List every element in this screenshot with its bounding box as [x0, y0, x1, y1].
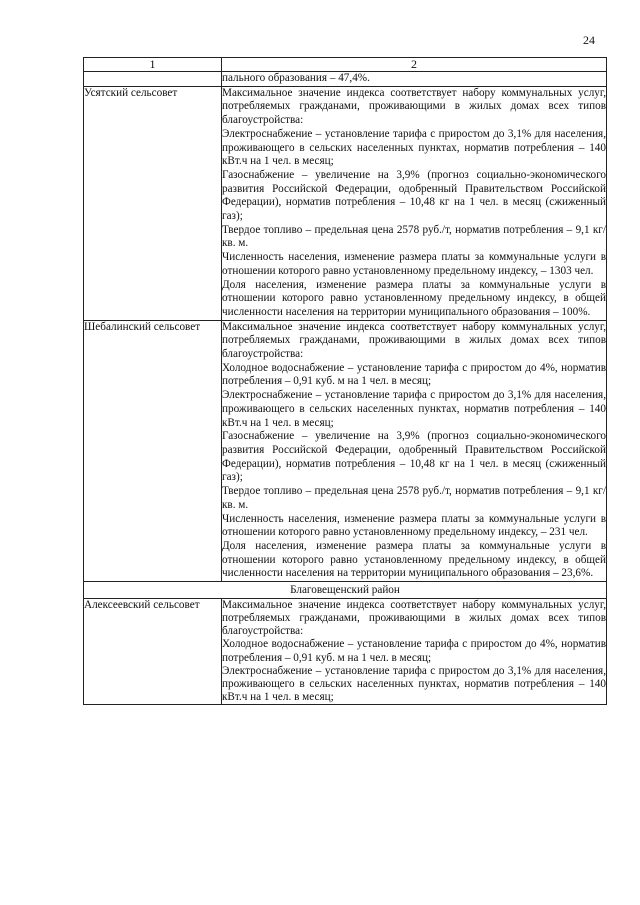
page-number: 24	[583, 33, 595, 47]
column-header-2: 2	[222, 58, 607, 72]
paragraph: Холодное водоснабжение – установление тарифа с приростом до 4%, норматив потребления – 0,91 куб. м на 1 чел. в месяц;	[222, 638, 606, 664]
municipality-description	[222, 320, 607, 581]
continuation-text: пального образования – 47,4%.	[222, 72, 607, 87]
municipality-description	[222, 599, 607, 705]
table-header-row	[84, 58, 607, 72]
paragraph: Численность населения, изменение размера платы за коммунальные услуги в отношении которого равно установленному предельному индексу, – 1303 чел.	[222, 251, 606, 277]
paragraph: Численность населения, изменение размера платы за коммунальные услуги в отношении которого равно установленному предельному индексу, – 231 чел.	[222, 512, 606, 539]
paragraph: Газоснабжение – увеличение на 3,9% (прогноз социально-экономического развития Российской Федерации, одобренный Правительством Российской Федерации), норматив потребления – 10,48 кг на 1 чел. в месяц (сжиженный газ);	[222, 430, 606, 484]
paragraph: Максимальное значение индекса соответствует набору коммунальных услуг, потребляемых гражданами, проживающими в жилых домах всех типов благоустройства:	[222, 320, 606, 361]
paragraph: Электроснабжение – установление тарифа с приростом до 3,1% для населения, проживающего в сельских населенных пунктах, норматив потребления – 140 кВт.ч на 1 чел. в месяц;	[222, 389, 606, 429]
table-row	[84, 86, 607, 320]
paragraph: Электроснабжение – установление тарифа с приростом до 3,1% для населения, проживающего в сельских населенных пунктах, норматив потребления – 140 кВт.ч на 1 чел. в месяц;	[222, 127, 606, 168]
municipality-name: Шебалинский сельсовет	[84, 320, 222, 581]
paragraph: Твердое топливо – предельная цена 2578 руб./т, норматив потребления – 9,1 кг/кв. м.	[222, 485, 606, 511]
paragraph: Доля населения, изменение размера платы за коммунальные услуги в отношении которого равно установленному предельному индексу, в общей численности населения на территории муниципального образования – 23,6%.	[222, 539, 606, 580]
column-header-1: 1	[84, 58, 222, 72]
continuation-name-cell	[84, 72, 222, 87]
municipality-description	[222, 86, 607, 320]
continuation-row	[84, 72, 607, 87]
section-title: Благовещенский район	[84, 582, 607, 599]
paragraph: Газоснабжение – увеличение на 3,9% (прогноз социально-экономического развития Российской Федерации, одобренный Правительством Российской Федерации), норматив потребления – 10,48 кг на 1 чел. в месяц (сжиженный газ);	[222, 168, 606, 223]
paragraph: Максимальное значение индекса соответствует набору коммунальных услуг, потребляемых гражданами, проживающими в жилых домах всех типов благоустройства:	[222, 599, 606, 638]
paragraph: Доля населения, изменение размера платы за коммунальные услуги в отношении которого равно установленному предельному индексу, в общей численности населения на территории муниципального образования – 100%.	[222, 278, 606, 318]
municipality-name: Усятский сельсовет	[84, 86, 222, 320]
table-row	[84, 320, 607, 581]
table-row	[84, 599, 607, 705]
paragraph: Максимальное значение индекса соответствует набору коммунальных услуг, потребляемых гражданами, проживающими в жилых домах всех типов благоустройства:	[222, 86, 606, 127]
municipality-name: Алексеевский сельсовет	[84, 599, 222, 705]
paragraph: Электроснабжение – установление тарифа с приростом до 3,1% для населения, проживающего в сельских населенных пунктах, норматив потребления – 140 кВт.ч на 1 чел. в месяц;	[222, 664, 606, 704]
paragraph: Твердое топливо – предельная цена 2578 руб./т, норматив потребления – 9,1 кг/кв. м.	[222, 223, 606, 250]
index-table	[83, 57, 607, 705]
section-row	[84, 582, 607, 599]
paragraph: Холодное водоснабжение – установление тарифа с приростом до 4%, норматив потребления – 0,91 куб. м на 1 чел. в месяц;	[222, 361, 606, 388]
